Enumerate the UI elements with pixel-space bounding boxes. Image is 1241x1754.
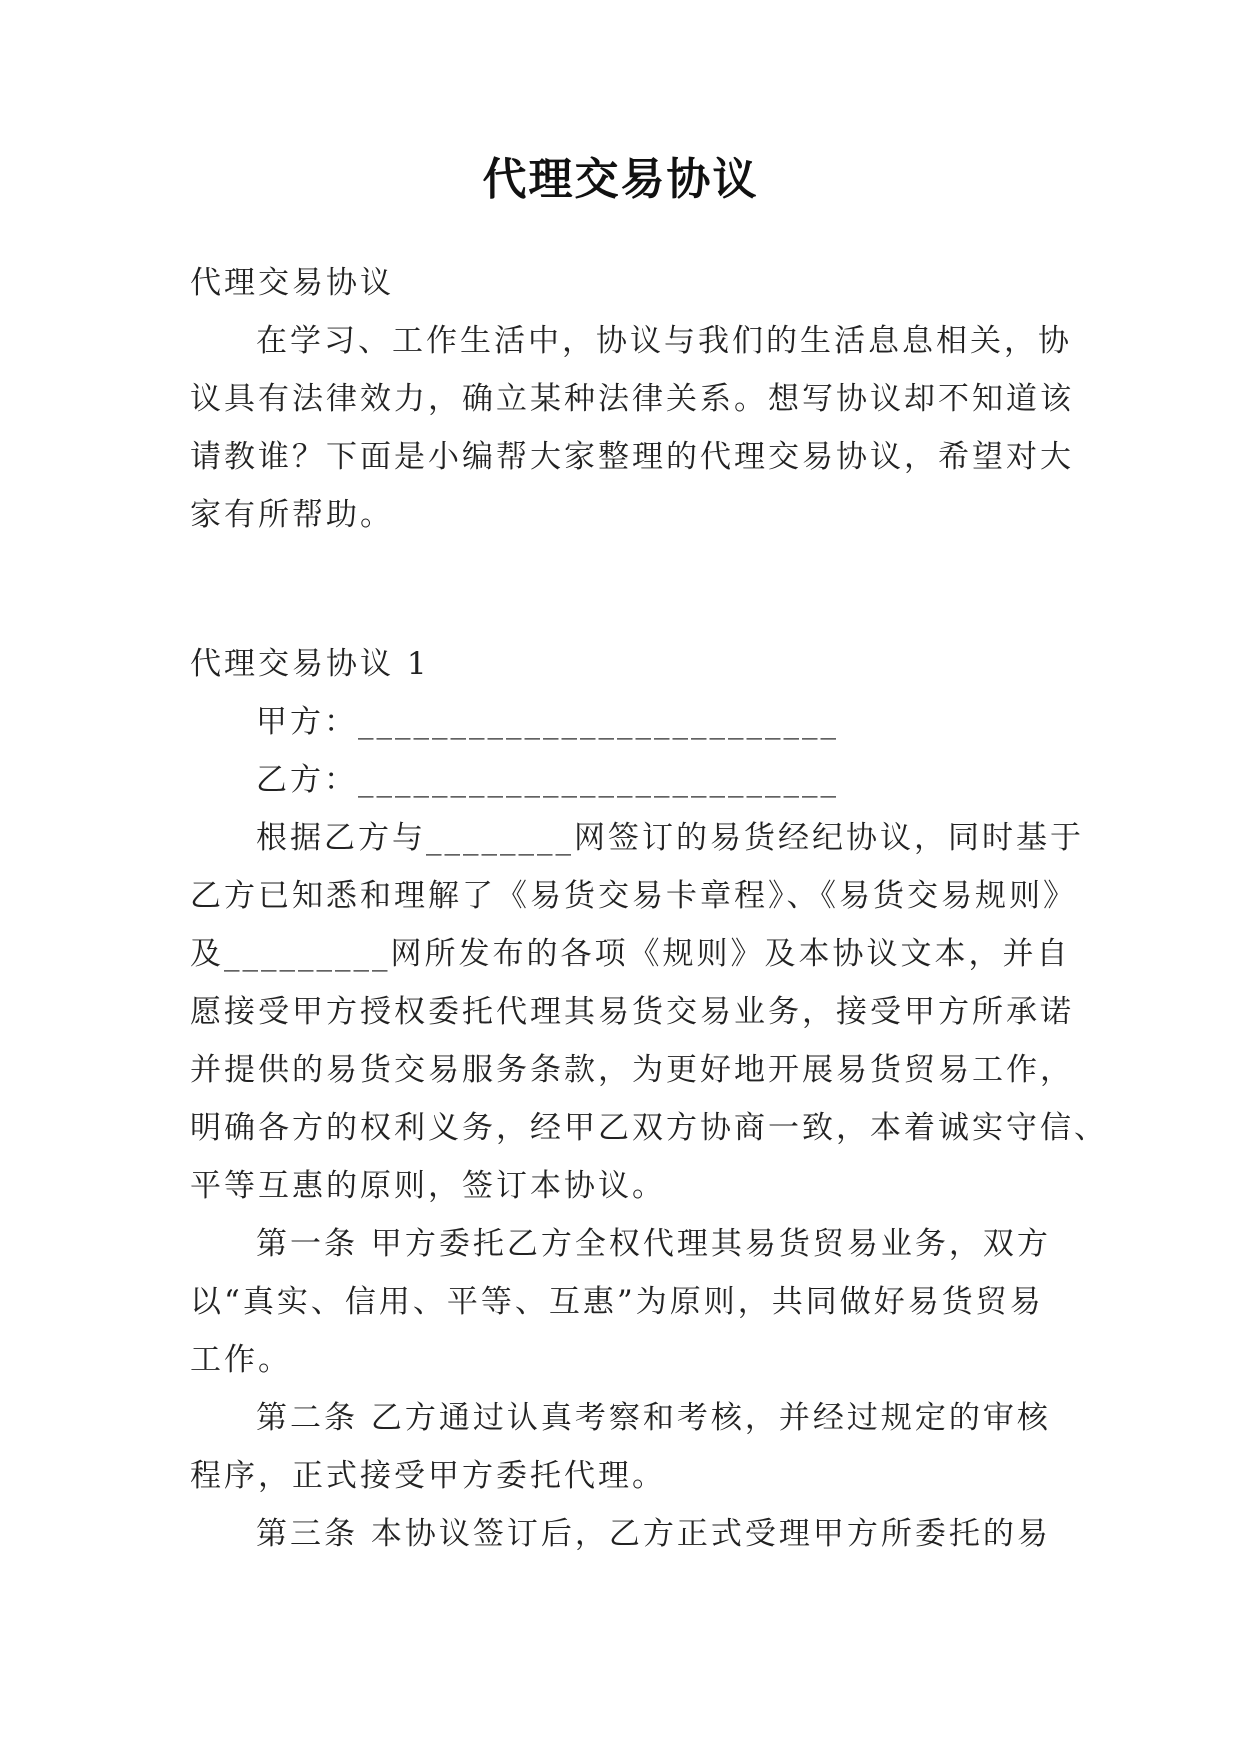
preamble-line: 及_________网所发布的各项《规则》及本协议文本，并自	[190, 936, 1071, 972]
section-1-block	[190, 635, 1108, 1563]
intro-block	[190, 254, 1074, 544]
article-3-line: 第三条 本协议签订后，乙方正式受理甲方所委托的易	[256, 1516, 1051, 1552]
section-heading: 代理交易协议 1	[190, 646, 430, 682]
article-3-paragraph	[190, 1505, 1060, 1563]
party-a-line: 甲方：__________________________	[256, 704, 839, 740]
intro-line: 在学习、工作生活中，协议与我们的生活息息相关，协	[256, 323, 1072, 359]
preamble-line: 并提供的易货交易服务条款，为更好地开展易货贸易工作，	[190, 1052, 1074, 1088]
article-1-line: 工作。	[190, 1342, 292, 1378]
preamble-paragraph	[190, 809, 1108, 1215]
article-1-paragraph	[190, 1215, 1060, 1389]
party-b-line: 乙方：__________________________	[256, 762, 839, 798]
article-1-line: 第一条 甲方委托乙方全权代理其易货贸易业务，双方	[256, 1226, 1051, 1262]
intro-line: 议具有法律效力，确立某种法律关系。想写协议却不知道该	[190, 381, 1074, 417]
intro-paragraph	[190, 312, 1074, 544]
intro-line: 家有所帮助。	[190, 497, 394, 533]
preamble-line: 根据乙方与________网签订的易货经纪协议，同时基于	[256, 820, 1084, 856]
article-1-line: 以“真实、信用、平等、互惠”为原则，共同做好易货贸易	[190, 1284, 1044, 1320]
preamble-line: 乙方已知悉和理解了《易货交易卡章程》、《易货交易规则》	[190, 878, 1077, 914]
preamble-line: 愿接受甲方授权委托代理其易货交易业务，接受甲方所承诺	[190, 994, 1074, 1030]
intro-line: 请教谁？下面是小编帮大家整理的代理交易协议，希望对大	[190, 439, 1074, 475]
article-2-paragraph	[190, 1389, 1060, 1505]
preamble-line: 平等互惠的原则，签订本协议。	[190, 1168, 666, 1204]
preamble-line: 明确各方的权利义务，经甲乙双方协商一致，本着诚实守信、	[190, 1110, 1108, 1146]
article-2-line: 程序，正式接受甲方委托代理。	[190, 1458, 666, 1494]
document-title: 代理交易协议	[482, 154, 759, 205]
article-2-line: 第二条 乙方通过认真考察和考核，并经过规定的审核	[256, 1400, 1051, 1436]
intro-heading: 代理交易协议	[190, 265, 394, 301]
